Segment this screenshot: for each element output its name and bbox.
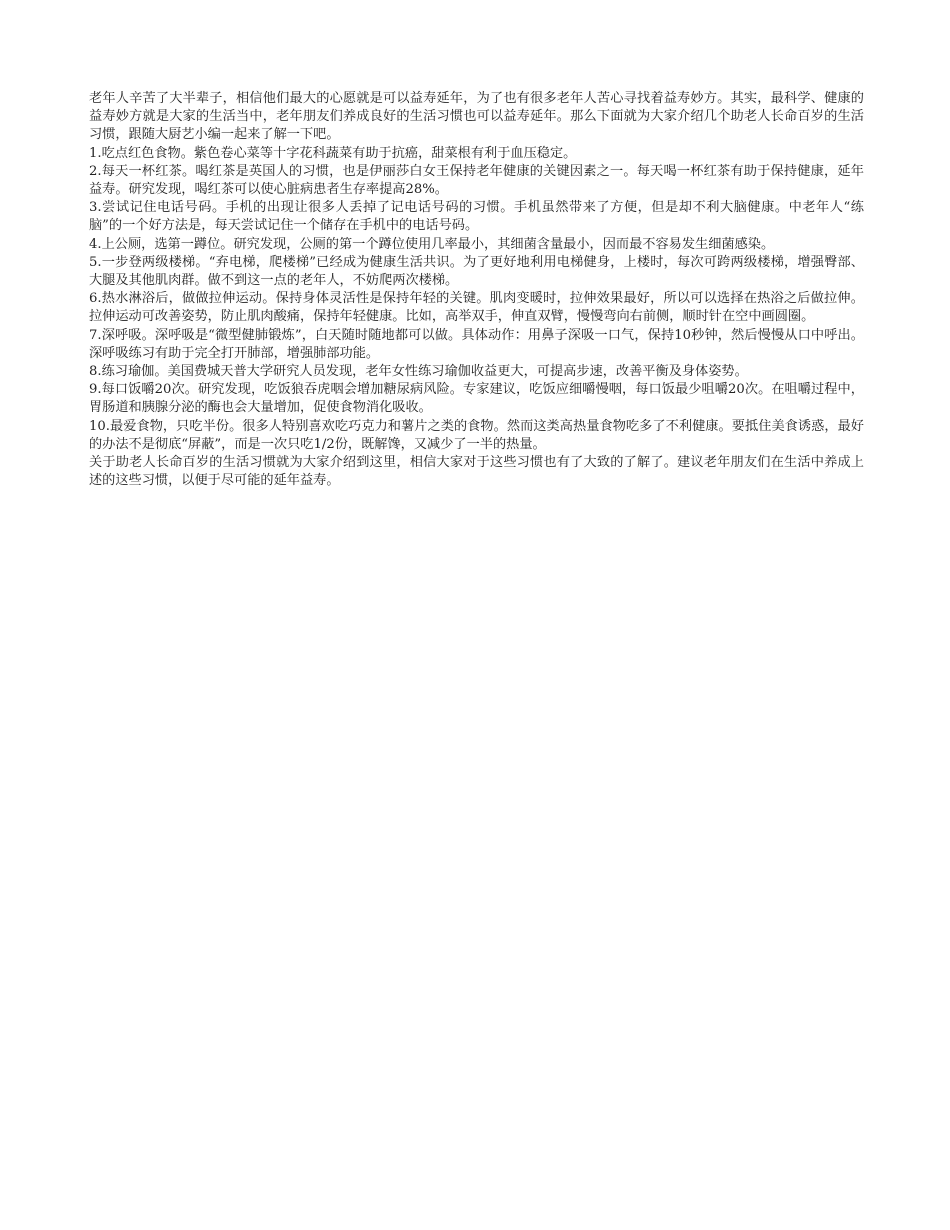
intro-paragraph: 老年人辛苦了大半辈子，相信他们最大的心愿就是可以益寿延年，为了也有很多老年人苦心寻找着益寿妙方。其实，最科学、健康的益寿妙方就是大家的生活当中，老年朋友们养成良好的生活习惯也可以益寿延年。那么下面就为大家介绍几个助老人长命百岁的生活习惯，跟随大厨艺小编一起来了解一下吧。 bbox=[89, 91, 864, 143]
habit-item-10: 10.最爱食物，只吃半份。很多人特别喜欢吃巧克力和薯片之类的食物。然而这类高热量食物吃多了不利健康。要抵住美食诱惑，最好的办法不是彻底“屏蔽”，而是一次只吃1/2份，既解馋，又减少了一半的热量。 bbox=[89, 418, 864, 452]
habit-item-9: 9.每口饭嚼20次。研究发现，吃饭狼吞虎咽会增加糖尿病风险。专家建议，吃饭应细嚼慢咽，每口饭最少咀嚼20次。在咀嚼过程中，胃肠道和胰腺分泌的酶也会大量增加，促使食物消化吸收。 bbox=[89, 382, 864, 416]
habit-item-7: 7.深呼吸。深呼吸是“微型健肺锻炼”，白天随时随地都可以做。具体动作：用鼻子深吸一口气，保持10秒钟，然后慢慢从口中呼出。深呼吸练习有助于完全打开肺部，增强肺部功能。 bbox=[89, 327, 864, 361]
conclusion-paragraph: 关于助老人长命百岁的生活习惯就为大家介绍到这里，相信大家对于这些习惯也有了大致的了解了。建议老年朋友们在生活中养成上述的这些习惯，以便于尽可能的延年益寿。 bbox=[89, 455, 864, 489]
habit-item-2: 2.每天一杯红茶。喝红茶是英国人的习惯，也是伊丽莎白女王保持老年健康的关键因素之一。每天喝一杯红茶有助于保持健康，延年益寿。研究发现，喝红茶可以使心脏病患者生存率提高28%。 bbox=[89, 163, 864, 198]
habit-item-6: 6.热水淋浴后，做做拉伸运动。保持身体灵活性是保持年轻的关键。肌肉变暖时，拉伸效果最好，所以可以选择在热浴之后做拉伸。拉伸运动可改善姿势，防止肌肉酸痛，保持年轻健康。比如，高举双手，伸直双臂，慢慢弯向右前侧，顺时针在空中画圆圈。 bbox=[89, 291, 864, 325]
habit-item-8: 8.练习瑜伽。美国费城天普大学研究人员发现，老年女性练习瑜伽收益更大，可提高步速，改善平衡及身体姿势。 bbox=[89, 364, 748, 380]
article-body bbox=[89, 90, 864, 490]
habit-item-3: 3.尝试记住电话号码。手机的出现让很多人丢掉了记电话号码的习惯。手机虽然带来了方便，但是却不利大脑健康。中老年人“练脑”的一个好方法是，每天尝试记住一个储存在手机中的电话号码。 bbox=[89, 200, 864, 234]
habit-item-4: 4.上公厕，选第一蹲位。研究发现，公厕的第一个蹲位使用几率最小，其细菌含量最小，因而最不容易发生细菌感染。 bbox=[89, 236, 775, 252]
habit-item-1: 1.吃点红色食物。紫色卷心菜等十字花科蔬菜有助于抗癌，甜菜根有利于血压稳定。 bbox=[89, 145, 577, 161]
habit-item-5: 5.一步登两级楼梯。“弃电梯，爬楼梯”已经成为健康生活共识。为了更好地利用电梯健身，上楼时，每次可跨两级楼梯，增强臀部、大腿及其他肌肉群。做不到这一点的老年人，不妨爬两次楼梯。 bbox=[89, 254, 864, 289]
